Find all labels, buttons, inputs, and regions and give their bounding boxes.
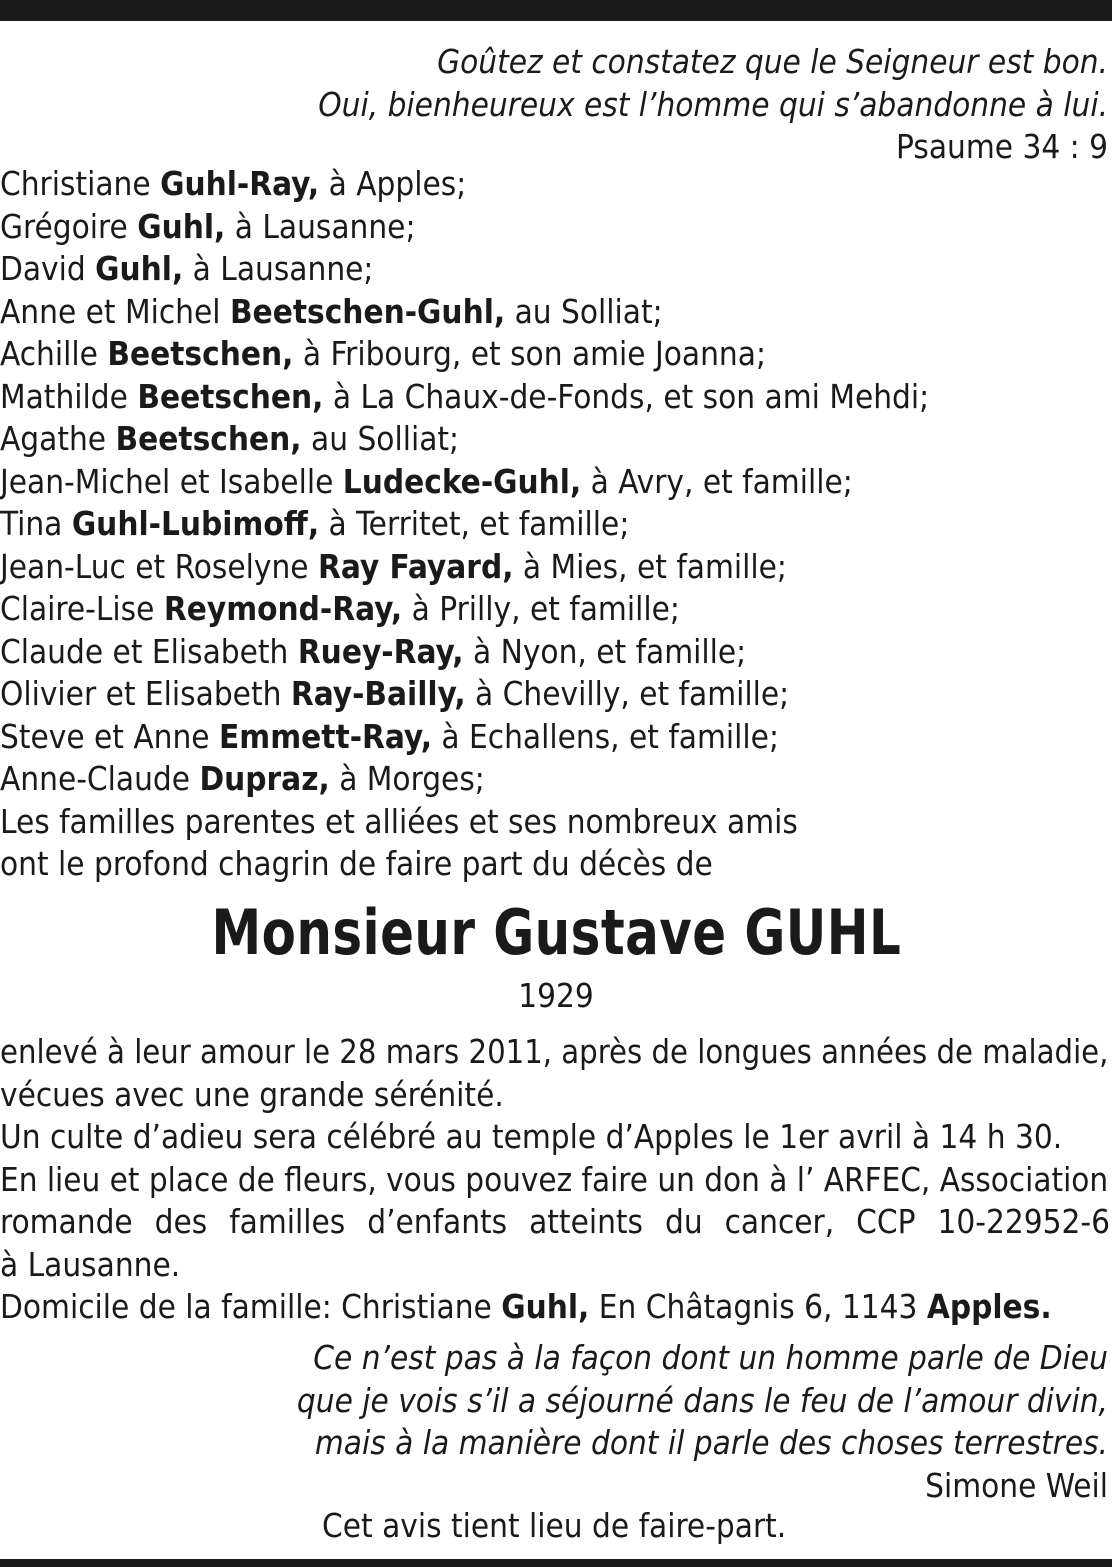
family-closing-line2: ont le profond chagrin de faire part du décès de (0, 844, 713, 883)
donation-word: CCP (856, 1202, 916, 1241)
family-member-given-names: Claire-Lise (0, 589, 164, 628)
family-member-line (0, 163, 466, 206)
family-member-location: à La Chaux-de-Fonds, et son ami Mehdi; (323, 376, 930, 416)
family-member-surname: Beetschen, (107, 334, 294, 373)
family-member-surname: Ruey-Ray, (297, 631, 464, 671)
family-member-surname: Beetschen-Guhl, (229, 291, 506, 331)
family-member-location: au Solliat; (301, 419, 460, 458)
family-member-given-names: Steve et Anne (0, 716, 219, 756)
family-member-given-names: Grégoire (0, 206, 138, 246)
deceased-birth-year: 1929 (518, 976, 594, 1015)
domicile-address: En Châtagnis 6, 1143 (589, 1287, 927, 1326)
family-member-surname: Guhl, (137, 206, 226, 246)
deceased-name-text: Monsieur Gustave GUHL (211, 896, 901, 969)
death-line-2: vécues avec une grande sérénité. (0, 1074, 504, 1114)
family-member-given-names: Mathilde (0, 376, 138, 416)
family-member-line (0, 716, 779, 759)
family-member-location: à Morges; (329, 759, 485, 798)
donation-word: romande (0, 1202, 133, 1241)
domicile-line (0, 1286, 1052, 1329)
family-member-line (0, 248, 373, 291)
donation-word: atteints (529, 1202, 644, 1241)
family-member-line (0, 376, 929, 419)
family-member-surname: Guhl-Lubimoff, (71, 504, 320, 543)
family-member-surname: Ludecke-Guhl, (342, 461, 582, 501)
family-member-line (0, 333, 766, 376)
family-member-given-names: Jean-Luc et Roselyne (0, 546, 318, 586)
family-member-line (0, 461, 853, 504)
family-member-given-names: Agathe (0, 419, 116, 458)
family-member-surname: Emmett-Ray, (219, 716, 432, 756)
family-member-surname: Beetschen, (115, 419, 302, 458)
family-member-line (0, 588, 680, 631)
family-member-line (0, 758, 485, 801)
family-member-given-names: Tina (0, 504, 72, 543)
family-member-line (0, 418, 459, 461)
notice-footer: Cet avis tient lieu de faire-part. (322, 1506, 787, 1545)
epigraph-reference: Psaume 34 : 9 (896, 127, 1108, 166)
family-member-given-names: Claude et Elisabeth (0, 631, 298, 671)
family-member-location: à Fribourg, et son amie Joanna; (293, 334, 766, 373)
family-member-surname: Beetschen, (137, 376, 324, 416)
family-member-given-names: Anne et Michel (0, 291, 230, 331)
donation-line-3: à Lausanne. (0, 1244, 181, 1284)
domicile-town: Apples. (926, 1287, 1052, 1326)
family-member-location: à Nyon, et famille; (463, 631, 747, 671)
family-member-line (0, 503, 629, 546)
family-member-location: à Prilly, et famille; (402, 589, 680, 628)
closing-quote (297, 1337, 1108, 1507)
family-member-line (0, 291, 663, 334)
family-member-line (0, 631, 746, 674)
family-member-given-names: David (0, 249, 96, 288)
family-member-surname: Guhl-Ray, (160, 164, 320, 203)
epigraph-line-1: Goûtez et constatez que le Seigneur est bon. (437, 42, 1108, 81)
family-member-surname: Ray-Bailly, (290, 674, 466, 713)
family-member-line (0, 673, 789, 716)
family-member-location: à Avry, et famille; (581, 461, 853, 501)
domicile-prefix: Domicile de la famille: Christiane (0, 1287, 502, 1326)
family-member-location: à Territet, et famille; (319, 504, 630, 543)
notice-body (0, 1031, 1110, 1329)
family-member-surname: Dupraz, (199, 759, 330, 798)
closing-quote-line-1: Ce n’est pas à la façon dont un homme parle de Dieu (313, 1338, 1108, 1377)
donation-word: cancer, (724, 1202, 835, 1241)
service-line: Un culte d’adieu sera célébré au temple d’Apples le 1er avril à 14 h 30. (0, 1117, 1063, 1156)
death-line-1: enlevé à leur amour le 28 mars 2011, après de longues années de maladie, (0, 1032, 1109, 1071)
donation-word: du (664, 1202, 703, 1241)
closing-quote-line-3: mais à la manière dont il parle des choses terrestres. (314, 1423, 1108, 1462)
family-member-location: à Mies, et famille; (513, 546, 787, 586)
domicile-family-name: Guhl, (501, 1287, 590, 1326)
family-member-given-names: Achille (0, 334, 108, 373)
family-member-location: à Lausanne; (183, 249, 374, 288)
family-member-location: à Chevilly, et famille; (465, 674, 790, 713)
family-member-given-names: Olivier et Elisabeth (0, 674, 291, 713)
family-member-location: à Lausanne; (225, 206, 416, 246)
donation-line-2 (0, 1201, 1110, 1244)
family-member-location: au Solliat; (505, 291, 663, 331)
family-closing-line1: Les familles parentes et alliées et ses nombreux amis (0, 801, 798, 841)
epigraph-line-2: Oui, bienheureux est l’homme qui s’abandonne à lui. (318, 84, 1108, 124)
top-rule (0, 0, 1112, 21)
family-member-location: à Echallens, et famille; (431, 716, 779, 756)
family-member-given-names: Christiane (0, 164, 161, 203)
family-member-surname: Reymond-Ray, (163, 589, 403, 628)
family-member-given-names: Jean-Michel et Isabelle (0, 461, 343, 501)
donation-word: des (154, 1202, 208, 1241)
family-member-line (0, 546, 787, 589)
closing-quote-line-2: que je vois s’il a séjourné dans le feu de l’amour divin, (296, 1380, 1108, 1420)
donation-word: familles (229, 1202, 346, 1241)
bottom-rule (0, 1559, 1112, 1567)
donation-line-1: En lieu et place de fleurs, vous pouvez faire un don à l’ ARFEC, Association (0, 1159, 1109, 1199)
donation-word: 10-22952-6 (937, 1202, 1110, 1241)
family-list (0, 163, 929, 886)
family-member-surname: Ray Fayard, (317, 546, 514, 586)
family-member-location: à Apples; (319, 164, 467, 203)
family-member-given-names: Anne-Claude (0, 759, 200, 798)
closing-quote-author: Simone Weil (925, 1465, 1108, 1505)
epigraph (318, 41, 1108, 169)
donation-word: d’enfants (367, 1202, 508, 1241)
deceased-name (0, 897, 1112, 969)
family-member-line (0, 206, 415, 249)
family-member-surname: Guhl, (95, 249, 184, 288)
